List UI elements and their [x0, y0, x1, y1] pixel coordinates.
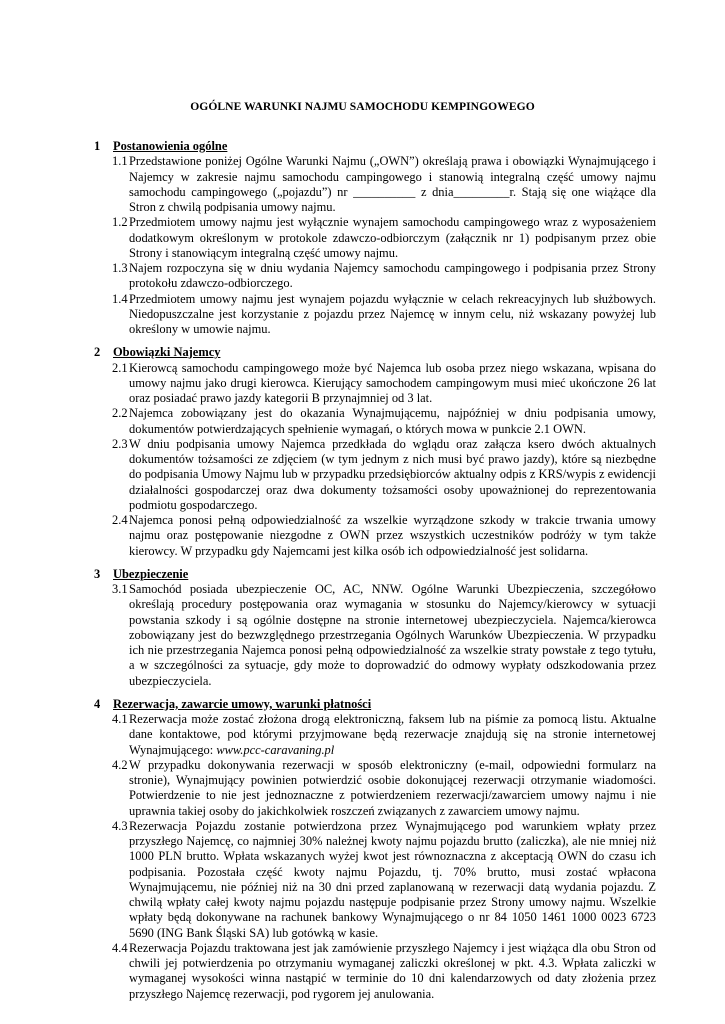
section-heading	[94, 139, 656, 154]
clause-text: Samochód posiada ubezpieczenie OC, AC, NNW. Ogólne Warunki Ubezpieczenia, szczegółowo określają procedury postępowania oraz wymagania w stosunku do Najemcy/kierowcy w sytuacji powstania szkody i są ogólnie dostępne na stronie internetowej ubezpieczyciela. Najemca/kierowca zobowiązany jest do bezwzględnego przestrzegania Ogólnych Warunków Ubezpieczenia. W przypadku ich nie przestrzegania Najemca ponosi pełną odpowiedzialność za wszelkie straty powstałe z tego tytułu, a w szczególności za sytuacje, gdy może to doprowadzić do odmowy wypłaty odszkodowania przez ubezpieczyciela.	[129, 582, 656, 688]
clause-number: 1.1	[112, 154, 128, 169]
clause-text: Najemca ponosi pełną odpowiedzialność za wszelkie wyrządzone szkody w trakcie trwania umowy najmu oraz postępowanie niezgodne z OWN przez wszystkich uczestników podróży w tym także kierowcy. W przypadku gdy Najemcami jest kilka osób ich odpowiedzialność jest solidarna.	[129, 513, 656, 558]
clause-number: 2.2	[112, 406, 128, 421]
clause-number: 4.2	[112, 757, 128, 772]
clause-text: Przedmiotem umowy najmu jest wyłącznie wynajem samochodu campingowego wraz z wyposażeniem dodatkowym określonym w protokole zdawczo-odbiorczym (załącznik nr 1) podpisanym przez obie Strony i stanowiącym integralną część umowy najmu.	[129, 215, 656, 260]
clause-4-2	[112, 758, 656, 819]
clause-text-part: Przedstawione poniżej Ogólne Warunki Najmu („OWN”) określają prawa i obowiązki Wynajmującego i Najemcy w zakresie najmu samochodu campingowego i stanowią integralną część umowy najmu samochodu campingowego („pojazdu”) nr	[129, 154, 656, 199]
clause-number: 2.4	[112, 513, 128, 527]
website-link[interactable]: www.pcc-caravaning.pl	[216, 742, 335, 757]
clause-number: 2.1	[112, 360, 128, 375]
clause-1-2	[112, 215, 656, 261]
clause-number: 4.3	[112, 818, 128, 833]
clause-text-part: z dnia	[415, 184, 454, 199]
clause-text: Najemca zobowiązany jest do okazania Wynajmującemu, najpóźniej w dniu podpisania umowy, dokumentów potwierdzających spełnienie wymagań, o których mowa w punkcie 2.1 OWN.	[129, 406, 656, 436]
clause-number: 3.1	[112, 582, 128, 596]
clause-text: W przypadku dokonywania rezerwacji w sposób elektroniczny (e-mail, odpowiedni formularz na stronie), Wynajmujący powinien potwierdzić osobie dokonującej rezerwacji otrzymanie wiadomości. Potwierdzenie to nie jest jednoznaczne z potwierdzeniem rezerwacji/zawarciem umowy najmu i nie uprawnia takiej osoby do jakichkolwiek roszczeń związanych z zawarciem umowy najmu.	[129, 757, 656, 818]
clause-number: 2.3	[112, 436, 128, 451]
section-number: 1	[94, 139, 101, 153]
clause-text: Rezerwacja Pojazdu zostanie potwierdzona przez Wynajmującego pod warunkiem wpłaty przez przyszłego Najemcę, co najmniej 30% należnej kwoty najmu pojazdu brutto (zaliczka), ale nie mniej niż 1000 PLN brutto. Wpłata wskazanych wyżej kwot jest równoznaczna z akceptacją OWN do czasu ich podpisania. Pozostała część kwoty najmu Pojazdu, tj. 70% brutto, musi zostać wpłacona Wynajmującemu, nie później niż na 30 dni przed zaplanowaną w rezerwacji datą wydania pojazdu. Z chwilą wpłaty całej kwoty najmu pojazdu następuje podpisanie przez Strony umowy najmu. Wszelkie wpłaty będą dokonywane na rachunek bankowy Wynajmującego o nr 84 1050 1461 1000 0023 6723 5690 (ING Bank Śląski SA) lub gotówką w kasie.	[129, 818, 656, 940]
document-body	[94, 139, 656, 1010]
section-title: Ubezpieczenie	[113, 566, 189, 581]
clause-text: Kierowcą samochodu campingowego może być Najemca lub osoba przez niego wskazana, wpisana do umowy najmu jako drugi kierowca. Kierujący samochodem campingowym musi mieć ukończone 26 lat oraz posiadać prawo jazdy kategorii B przynajmniej od 3 lat.	[129, 360, 656, 405]
contract-date-blank: _________	[453, 184, 510, 199]
clause-text	[129, 154, 656, 215]
section-insurance	[94, 567, 656, 689]
clause-number: 1.2	[112, 215, 128, 230]
clause-1-1	[112, 154, 656, 215]
section-title: Rezerwacja, zawarcie umowy, warunki płatności	[113, 696, 372, 711]
clause-1-4	[112, 292, 656, 338]
clause-text-part: Rezerwacja może zostać złożona drogą elektroniczną, faksem lub na piśmie za pomocą listu. Aktualne dane kontaktowe, pod którymi przyjmowane będą rezerwacje znajdują się na stronie internetowej Wynajmującego:	[129, 712, 656, 757]
document-title: OGÓLNE WARUNKI NAJMU SAMOCHODU KEMPINGOWEGO	[190, 100, 535, 113]
clause-text	[129, 712, 656, 758]
clause-text: Przedmiotem umowy najmu jest wynajem pojazdu wyłącznie w celach rekreacyjnych lub służbowych. Niedopuszczalne jest korzystanie z pojazdu przez Najemcę w innym celu, niż wskazany powyżej lub określony w umowie najmu.	[129, 291, 656, 336]
clause-4-3	[112, 819, 656, 941]
clause-text: Najem rozpoczyna się w dniu wydania Najemcy samochodu campingowego i podpisania przez Strony protokołu zdawczo-odbiorczego.	[129, 261, 656, 291]
section-heading	[94, 567, 656, 582]
section-heading	[94, 697, 656, 712]
clause-1-3	[112, 261, 656, 292]
section-tenant-obligations	[94, 345, 656, 559]
section-number: 2	[94, 345, 101, 360]
clause-number: 1.4	[112, 291, 128, 306]
clause-2-3	[112, 437, 656, 513]
clause-text: W dniu podpisania umowy Najemca przedkłada do wglądu oraz załącza ksero dwóch aktualnych dokumentów tożsamości ze zdjęciem (w tym jednym z nich musi być prawo jazdy), które są niezbędne do podpisania Umowy Najmu lub w przypadku przedsiębiorców aktualny odpis z KRS/wypis z ewidencji działalności gospodarczej oraz dwa dokumenty tożsamości osoby upoważnionej do reprezentowania podmiotu gospodarczego.	[129, 436, 656, 512]
clause-3-1	[112, 582, 656, 689]
clause-2-2	[112, 406, 656, 437]
clause-number: 4.1	[112, 712, 128, 726]
clause-number: 1.3	[112, 261, 128, 275]
section-general-provisions	[94, 139, 656, 337]
clause-4-1	[112, 712, 656, 758]
clause-number: 4.4	[112, 940, 128, 955]
clause-2-4	[112, 513, 656, 559]
section-reservation-payment	[94, 697, 656, 1002]
section-number: 3	[94, 566, 101, 581]
clause-4-4	[112, 941, 656, 1002]
section-title: Obowiązki Najemcy	[113, 345, 221, 360]
section-heading	[94, 345, 656, 360]
section-number: 4	[94, 696, 101, 711]
clause-text-part: r. Stają się one wiążące dla Stron z chwilą podpisania umowy najmu.	[129, 184, 656, 214]
section-title: Postanowienia ogólne	[113, 139, 228, 153]
clause-2-1	[112, 361, 656, 407]
clause-text: Rezerwacja Pojazdu traktowana jest jak zamówienie przyszłego Najemcy i jest wiążąca dla obu Stron od chwili jej potwierdzenia po otrzymaniu wymaganej zaliczki określonej w pkt. 4.3. Wpłata zaliczki w wymaganej wysokości winna nastąpić w terminie do 10 dni kalendarzowych od daty złożenia przez przyszłego Najemcę rezerwacji, pod rygorem jej anulowania.	[129, 940, 656, 1001]
contract-number-blank: __________	[353, 184, 416, 199]
